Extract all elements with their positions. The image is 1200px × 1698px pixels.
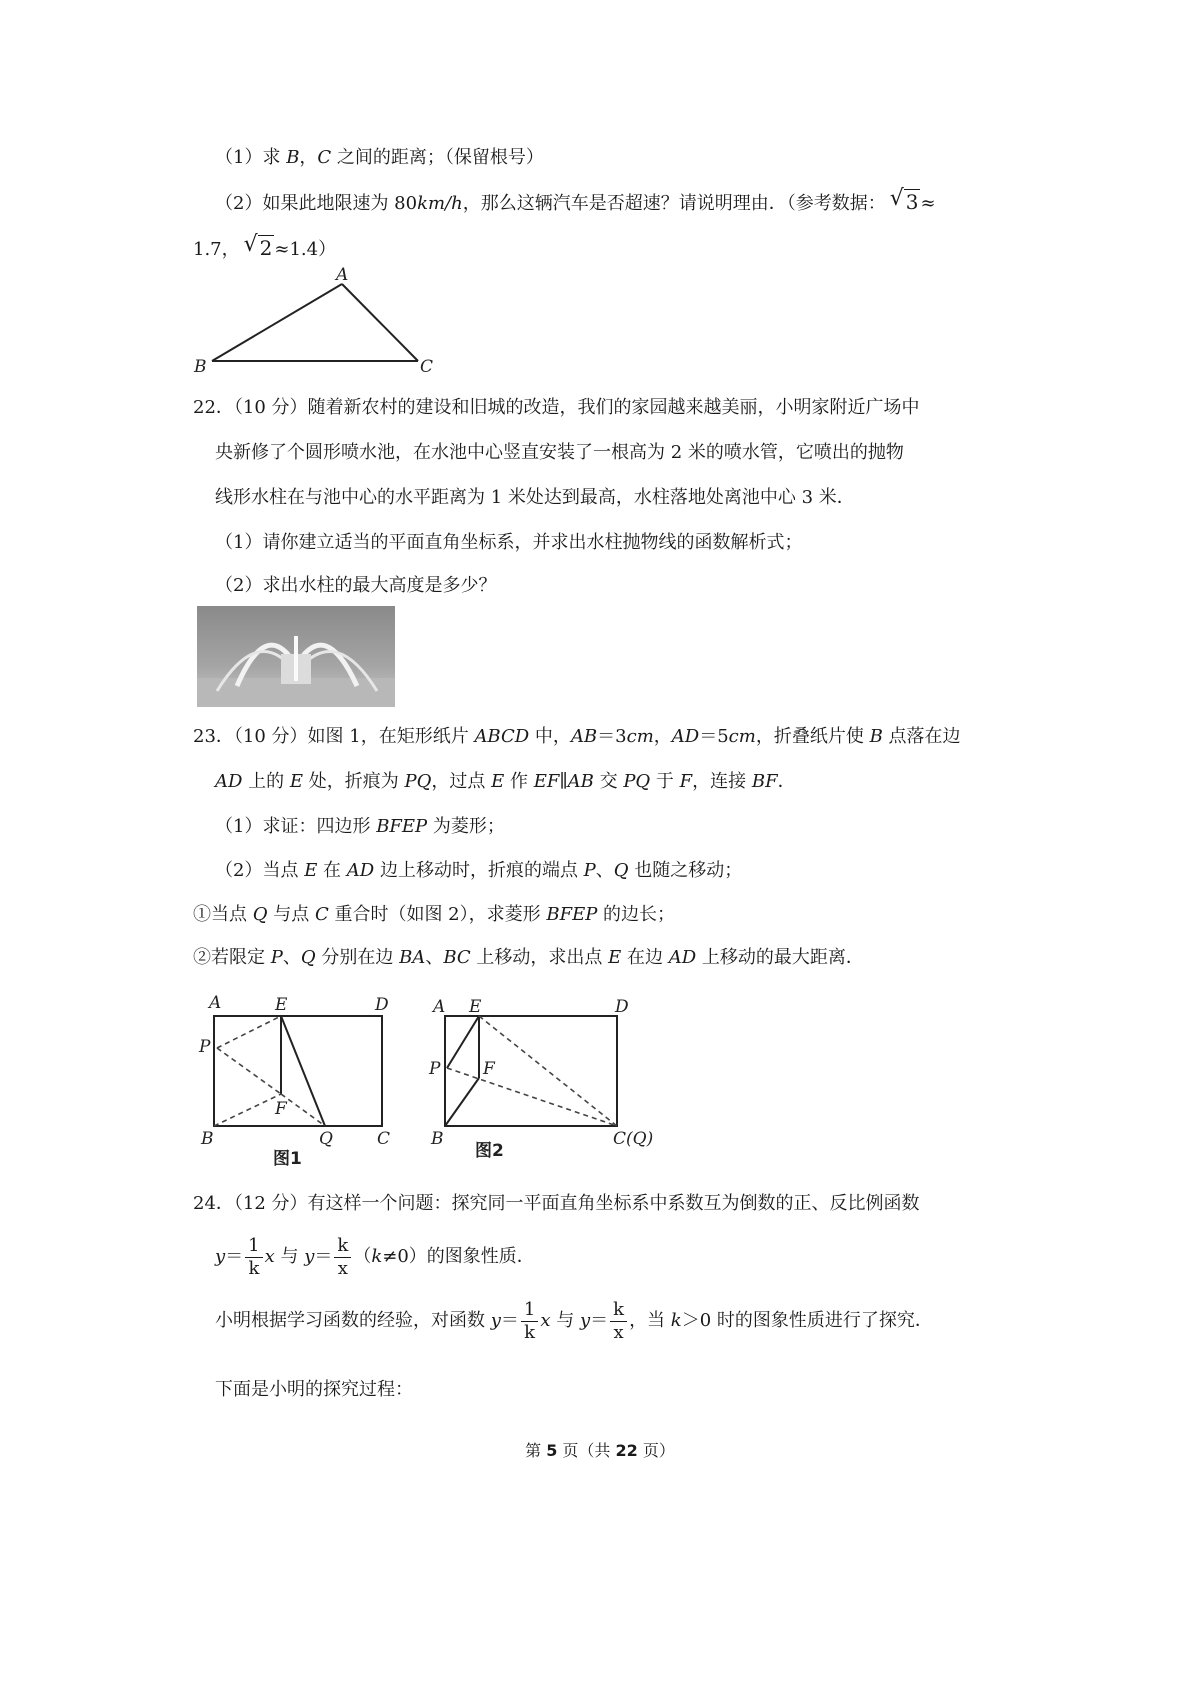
label-f: F (483, 1059, 495, 1079)
var: C (314, 904, 329, 925)
numerator: 1 (245, 1235, 262, 1258)
text: ． (777, 771, 796, 792)
q24-line4: 下面是小明的探究过程： (215, 1379, 413, 1400)
label-p: P (429, 1059, 441, 1079)
text: 与点 (267, 904, 315, 925)
label-f: F (275, 1099, 287, 1119)
q23-line2 (215, 770, 796, 794)
sqrt-3: √ 3 (889, 186, 919, 214)
text: 在边 (621, 947, 669, 968)
text: 与 (274, 1246, 305, 1267)
text: ，连接 (692, 771, 752, 792)
var: B (869, 726, 883, 747)
segment-pf (217, 1048, 281, 1094)
segment-bf (214, 1094, 281, 1126)
var: AD (346, 860, 375, 881)
text: （ (353, 1246, 372, 1267)
var: y (304, 1246, 315, 1267)
text: ＝ (500, 1310, 519, 1331)
unit: km/h (417, 193, 463, 214)
var: Q (613, 860, 629, 881)
side-ac (342, 284, 418, 361)
figure-1 (195, 990, 410, 1170)
text: 中， (529, 726, 571, 747)
var: x (540, 1310, 551, 1331)
var: AB (570, 726, 598, 747)
var: PQ (623, 771, 651, 792)
label-d: D (375, 995, 389, 1015)
rect-abcd (445, 1016, 617, 1126)
label-a: A (336, 265, 349, 285)
text: 的边长； (597, 904, 676, 925)
q22-line3: 线形水柱在与池中心的水平距离为 1 米处达到最高，水柱落地处离池中心 3 米． (215, 487, 855, 508)
var: k (371, 1246, 383, 1267)
q24-line3 (215, 1296, 933, 1346)
denominator: k (524, 1321, 536, 1343)
q22-part1: （1）请你建立适当的平面直角坐标系，并求出水柱抛物线的函数解析式； (215, 532, 803, 553)
text: （2）如果此地限速为 80 (215, 193, 418, 214)
text: 、 (282, 947, 301, 968)
text: ，折叠纸片使 (755, 726, 870, 747)
page-footer (0, 1438, 1200, 1461)
fraction-1-over-k (245, 1235, 262, 1280)
var: P (270, 947, 283, 968)
fraction-k-over-x (610, 1299, 627, 1344)
text: 页） (637, 1441, 675, 1460)
var: Q (300, 947, 316, 968)
var: BA (399, 947, 426, 968)
text: ＝ (225, 1246, 244, 1267)
text: 上移动，求出点 (470, 947, 609, 968)
var: k (670, 1310, 682, 1331)
var: P (583, 860, 596, 881)
side-ab (212, 284, 342, 361)
text: ，那么这辆汽车是否超速？请说明理由．（参考数据： (462, 193, 886, 214)
label-b: B (194, 357, 207, 377)
text: 点落在边 (882, 726, 961, 747)
var: E (289, 771, 304, 792)
text: ≠0）的图象性质． (382, 1246, 535, 1267)
text: ＝5 (699, 726, 729, 747)
label-p: P (199, 1037, 211, 1057)
var: BFEP (546, 904, 598, 925)
var: B (286, 147, 300, 168)
text: ≈1.4） (274, 239, 337, 260)
numerator: k (334, 1235, 351, 1258)
label-cq: C(Q) (613, 1129, 654, 1149)
label-a: A (433, 997, 446, 1017)
text: 页（共 (557, 1441, 616, 1460)
text: ＝ (590, 1310, 609, 1331)
var: E (608, 947, 622, 968)
text: ②若限定 (193, 947, 271, 968)
label-c: C (420, 357, 434, 377)
radicand: 3 (905, 190, 919, 214)
segment-fb (445, 1078, 479, 1126)
var: BC (443, 947, 471, 968)
text: 小明根据学习函数的经验，对函数 (215, 1310, 491, 1331)
q24-line2 (215, 1232, 535, 1282)
segment-eq (281, 1016, 325, 1126)
var: BFEP (376, 816, 428, 837)
var: Q (252, 904, 268, 925)
var: C (317, 147, 332, 168)
segment-ep (447, 1016, 479, 1068)
q21-part1 (215, 146, 544, 170)
figure-2 (425, 990, 665, 1170)
radicand: 2 (259, 236, 273, 260)
q23-sub2 (193, 946, 864, 970)
text: 于 (650, 771, 680, 792)
fraction-k-over-x (334, 1235, 351, 1280)
segment-ec (479, 1016, 617, 1126)
fountain-photo (197, 606, 395, 707)
page-number: 5 (546, 1441, 558, 1460)
text: 与 (550, 1310, 580, 1331)
text: 为菱形； (427, 816, 505, 837)
text: （1）求证：四边形 (215, 816, 377, 837)
var: ABCD (474, 726, 530, 747)
fraction-1-over-k (521, 1299, 538, 1344)
text: 分别在边 (315, 947, 400, 968)
denominator: k (248, 1257, 260, 1279)
unit: cm (626, 726, 654, 747)
var: y (490, 1310, 501, 1331)
var: BF (751, 771, 778, 792)
unit: cm (728, 726, 756, 747)
q23-part2 (215, 859, 742, 883)
text: ①当点 (193, 904, 253, 925)
text: 1.7， (193, 239, 240, 260)
rect-abcd (214, 1016, 382, 1126)
numerator: 1 (521, 1299, 538, 1322)
var: y (579, 1310, 591, 1331)
denominator: x (613, 1321, 624, 1343)
text: 上的 (242, 771, 290, 792)
text: 边上移动时，折痕的端点 (374, 860, 584, 881)
q21-part2-cont (193, 232, 337, 262)
text: 上移动的最大距离． (696, 947, 864, 968)
var: EF∥AB (533, 771, 594, 792)
text: ，过点 (431, 771, 492, 792)
segment-pe (217, 1016, 281, 1048)
q21-part2 (215, 186, 936, 216)
text: 、 (595, 860, 614, 881)
text: ， (653, 726, 672, 747)
text: ＞0 时的图象性质进行了探究． (681, 1310, 933, 1331)
denominator: x (337, 1257, 348, 1279)
var: AD (671, 726, 700, 747)
var: PQ (404, 771, 432, 792)
text: （1）求 (215, 147, 287, 168)
triangle-figure (190, 262, 450, 378)
text: 第 (525, 1441, 547, 1460)
segment-pc (447, 1068, 617, 1126)
var: E (491, 771, 505, 792)
text: 之间的距离；（保留根号） (331, 147, 544, 168)
label-a: A (209, 993, 222, 1013)
text: （2）当点 (215, 860, 305, 881)
total-pages: 22 (615, 1441, 638, 1460)
text: 作 (504, 771, 534, 792)
text: ，当 (629, 1310, 671, 1331)
label-e: E (275, 995, 288, 1015)
text: 在 (317, 860, 347, 881)
label-q: Q (319, 1129, 333, 1149)
var: AD (668, 947, 697, 968)
var: AD (215, 771, 243, 792)
text: 处，折痕为 (303, 771, 405, 792)
text: 23．（10 分）如图 1，在矩形纸片 (193, 726, 475, 747)
numerator: k (610, 1299, 627, 1322)
text: ≈ (920, 193, 936, 214)
q23-part1 (215, 815, 505, 839)
sqrt-2: √ 2 (243, 232, 273, 260)
q24-line1: 24．（12 分）有这样一个问题：探究同一平面直角坐标系中系数互为倒数的正、反比例函数 (193, 1193, 920, 1214)
text: 重合时（如图 2），求菱形 (328, 904, 547, 925)
label-b: B (201, 1129, 214, 1149)
q22-line1: 22．（10 分）随着新农村的建设和旧城的改造，我们的家园越来越美丽，小明家附近广场中 (193, 397, 920, 418)
q22-line2: 央新修了个圆形喷水池，在水池中心竖直安装了一根高为 2 米的喷水管，它喷出的抛物 (215, 442, 904, 463)
text: 、 (425, 947, 444, 968)
q23-line1 (193, 725, 961, 749)
label-c: C (377, 1129, 391, 1149)
text: ＝ (314, 1246, 333, 1267)
caption-fig2: 图2 (475, 1141, 504, 1161)
label-d: D (615, 997, 629, 1017)
text: 也随之移动； (628, 860, 743, 881)
q22-part2: （2）求出水柱的最大高度是多少？ (215, 575, 497, 596)
text: ＝3 (597, 726, 627, 747)
var: x (264, 1246, 275, 1267)
caption-fig1: 图1 (273, 1149, 302, 1169)
q23-sub1 (193, 903, 675, 927)
label-e: E (469, 997, 482, 1017)
label-b: B (431, 1129, 444, 1149)
text: 交 (593, 771, 624, 792)
var: E (304, 860, 318, 881)
var: F (679, 771, 693, 792)
text: ， (299, 147, 318, 168)
var: y (215, 1246, 226, 1267)
